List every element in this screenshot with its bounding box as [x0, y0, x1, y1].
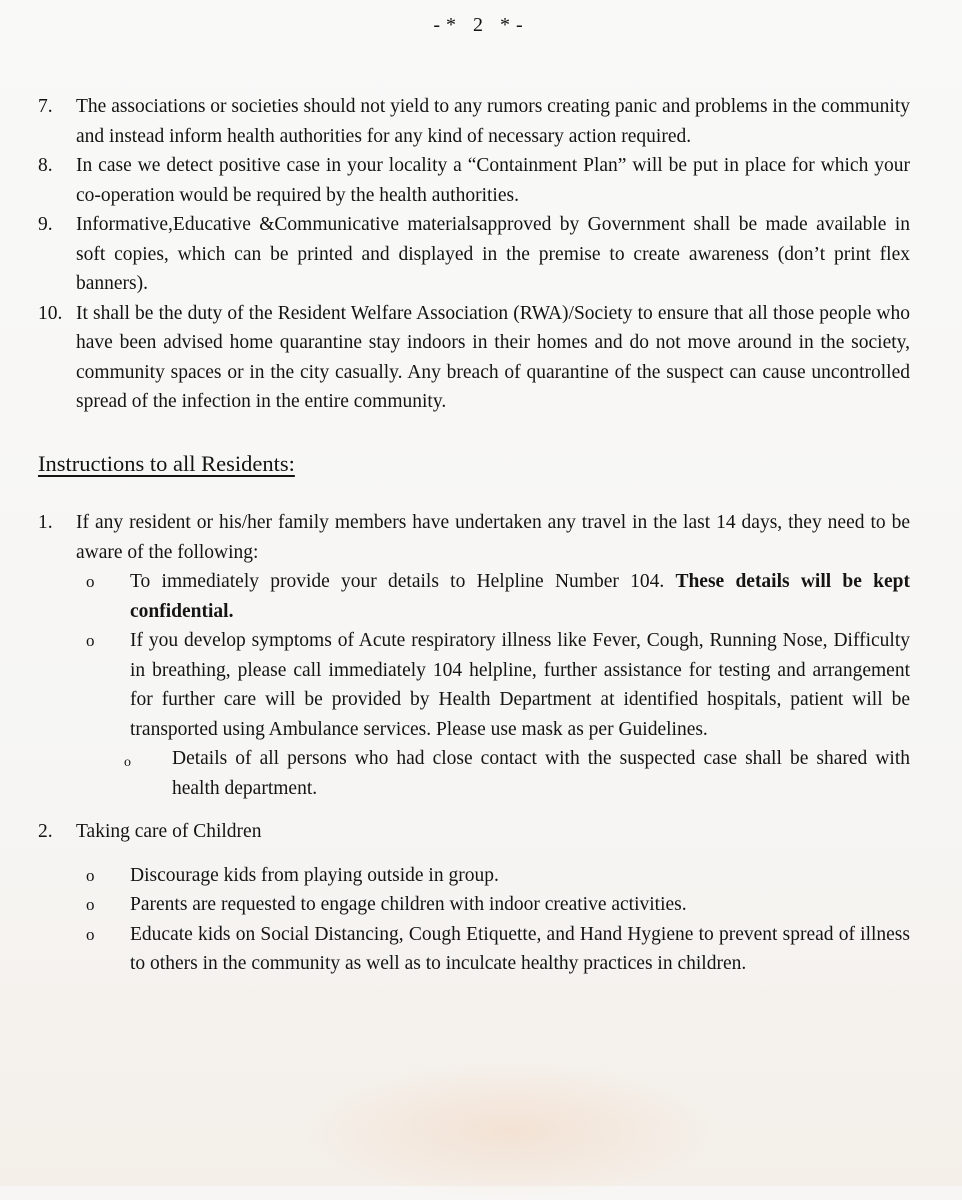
item-text: It shall be the duty of the Resident Welfare Association (RWA)/Society to ensure that all those people who have been advised home quarantine stay indoors in their homes and do not move around in the society, community spaces or in the city casually. Any breach of quarantine of the suspect can cause uncontrolled spread of the infection in the entire community. [76, 302, 910, 412]
circle-bullet-icon: o [86, 895, 95, 914]
list-item-8 [38, 151, 910, 210]
section-heading: Instructions to all Residents: [38, 450, 295, 476]
item-number: 8. [38, 155, 53, 176]
bullet-text: Parents are requested to engage children with indoor creative activities. [130, 894, 687, 915]
item-text: If any resident or his/her family members have undertaken any travel in the last 14 days, they need to be aware of the following: [76, 512, 910, 563]
page-number: -* 2 *- [433, 14, 529, 36]
spacer [38, 803, 910, 817]
bullet-text [130, 567, 910, 626]
list-item-7 [38, 92, 910, 151]
item-number: 1. [38, 512, 53, 533]
item-text: In case we detect positive case in your locality a “Containment Plan” will be put in place for which your co-operation would be required by the health authorities. [76, 155, 910, 206]
item-text: Informative,Educative &Communicative materialsapproved by Government shall be made available in soft copies, which can be printed and displayed in the premise to create awareness (don’t print flex banners). [76, 214, 910, 294]
bullet-item [78, 626, 910, 744]
circle-bullet-icon: o [86, 924, 95, 944]
item-number: 2. [38, 821, 53, 842]
circle-bullet-icon: o [86, 865, 95, 885]
circle-bullet-icon: o [86, 631, 95, 650]
bullet-text: Discourage kids from playing outside in group. [130, 864, 499, 886]
item-number: 7. [38, 96, 53, 117]
spacer [38, 847, 910, 861]
paper-stain [300, 1060, 720, 1200]
bullet-item [78, 861, 910, 891]
small-circle-bullet-icon: o [124, 755, 131, 770]
bullet-item [78, 890, 910, 920]
item-text: The associations or societies should not yield to any rumors creating panic and problems in the community and instead inform health authorities for any kind of necessary action required. [76, 96, 910, 147]
bullet-text-plain: To immediately provide your details to Helpline Number 104. [130, 571, 676, 592]
resident-item-1 [38, 508, 910, 567]
item-number: 9. [38, 214, 53, 235]
bullet-text: Educate kids on Social Distancing, Cough Etiquette, and Hand Hygiene to prevent spread of illness to others in the community as well as to inculcate healthy practices in children. [130, 923, 910, 974]
circle-bullet-icon: o [86, 572, 95, 591]
bullet-text: Details of all persons who had close contact with the suspected case shall be shared with health department. [172, 748, 910, 799]
list-item-10 [38, 299, 910, 417]
item-text: Taking care of Children [76, 821, 262, 842]
sub-bullet-item [118, 744, 910, 803]
bullet-text: If you develop symptoms of Acute respiratory illness like Fever, Cough, Running Nose, Difficulty in breathing, please call immediately 104 helpline, further assistance for testing and arrangement for further care will be provided by Health Department at identified hospitals, patient will be transported using Ambulance services. Please use mask as per Guidelines. [130, 630, 910, 740]
bullet-item [78, 567, 910, 626]
resident-item-2 [38, 817, 910, 847]
item-number: 10. [38, 302, 63, 324]
bullet-item [78, 920, 910, 979]
list-item-9 [38, 210, 910, 299]
document-body [38, 92, 910, 979]
bullet-text-bold: These details will be kept confidential. [130, 571, 910, 622]
